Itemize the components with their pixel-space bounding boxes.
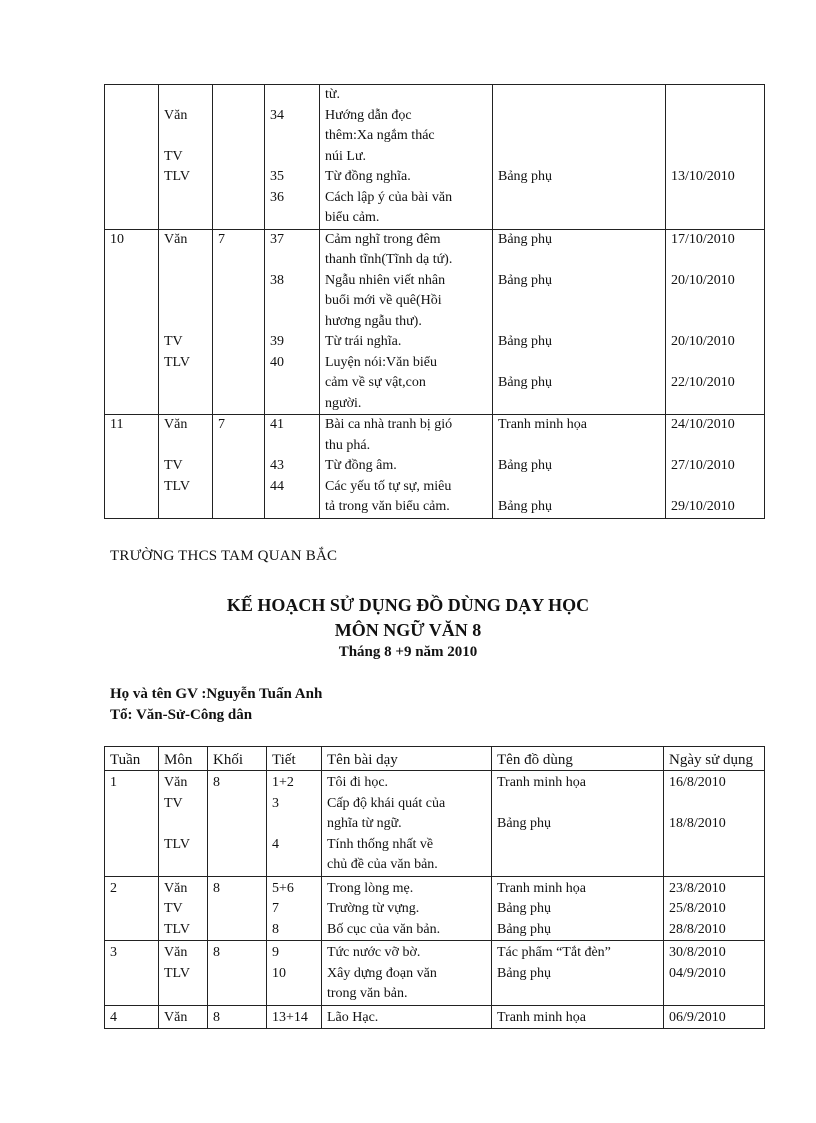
lesson-cell xyxy=(320,415,493,519)
cell-line xyxy=(164,984,207,1005)
lesson-cell xyxy=(320,85,493,230)
header-period: Tiết xyxy=(267,747,322,771)
cell-line: TLV xyxy=(164,836,190,852)
cell-line: Văn xyxy=(164,1009,188,1025)
cell-line: 3 xyxy=(110,945,117,960)
cell-line: Văn xyxy=(164,107,188,123)
cell-line: 25/8/2010 xyxy=(669,901,726,916)
cell-line: người. xyxy=(325,395,362,411)
cell-line: Bố cục của văn bản. xyxy=(327,921,441,937)
period-cell xyxy=(265,415,320,519)
cell-line xyxy=(164,291,212,312)
cell-line: 5+6 xyxy=(272,880,294,896)
lesson-cell xyxy=(322,771,492,877)
cell-line: Tranh minh họa xyxy=(497,1009,586,1025)
period-cell xyxy=(267,876,322,941)
cell-line xyxy=(164,814,207,835)
cell-line xyxy=(164,497,212,518)
week-cell xyxy=(105,229,159,415)
cell-line xyxy=(270,85,319,106)
cell-line xyxy=(671,188,764,209)
cell-line: hương ngẫu thư). xyxy=(325,313,422,329)
date-cell xyxy=(664,771,765,877)
subject-cell xyxy=(159,229,213,415)
cell-line: 43 xyxy=(270,458,284,473)
period-cell xyxy=(265,85,320,230)
cell-line xyxy=(272,814,321,835)
cell-line: 18/8/2010 xyxy=(669,816,726,831)
cell-line: 40 xyxy=(270,354,284,370)
cell-line xyxy=(498,85,665,106)
week-cell xyxy=(105,1005,159,1029)
cell-line: 7 xyxy=(218,231,225,247)
schedule-body xyxy=(105,85,765,519)
cell-line xyxy=(671,291,764,312)
cell-line: từ. xyxy=(325,87,340,102)
cell-line: Tức nước vỡ bờ. xyxy=(327,945,421,960)
schedule-table xyxy=(104,746,765,1029)
table-row xyxy=(105,876,765,941)
cell-line: Văn xyxy=(164,231,188,247)
cell-line: 20/10/2010 xyxy=(671,272,735,288)
cell-line xyxy=(669,794,764,815)
cell-line xyxy=(164,394,212,415)
cell-line: 29/10/2010 xyxy=(671,499,735,514)
cell-line: Lão Hạc. xyxy=(327,1009,379,1025)
cell-line: 06/9/2010 xyxy=(669,1009,726,1025)
cell-line xyxy=(164,188,212,209)
cell-line: 16/8/2010 xyxy=(669,775,726,790)
cell-line: Các yếu tố tự sự, miêu xyxy=(325,478,452,494)
cell-line: 8 xyxy=(213,775,220,790)
period-cell xyxy=(267,1005,322,1029)
cell-line: Ngẫu nhiên viết nhân xyxy=(325,272,446,288)
cell-line xyxy=(498,353,665,374)
cell-line: 1+2 xyxy=(272,775,294,790)
tool-cell xyxy=(492,771,664,877)
cell-line xyxy=(671,85,764,106)
cell-line: Bảng phụ xyxy=(498,375,553,390)
cell-line xyxy=(497,794,663,815)
cell-line: 8 xyxy=(272,921,279,937)
subject-cell xyxy=(159,941,208,1006)
cell-line: Từ đồng nghĩa. xyxy=(325,169,411,184)
subject-cell xyxy=(159,876,208,941)
cell-line: nghĩa từ ngữ. xyxy=(327,816,402,831)
header-week: Tuần xyxy=(105,747,159,771)
cell-line xyxy=(164,436,212,457)
week-cell xyxy=(105,85,159,230)
subject-cell xyxy=(159,1005,208,1029)
cell-line: thanh tĩnh(Tĩnh dạ tứ). xyxy=(325,252,453,267)
cell-line xyxy=(164,250,212,271)
date-cell xyxy=(666,229,765,415)
cell-line: tả trong văn biểu cảm. xyxy=(325,499,450,514)
cell-line xyxy=(164,855,207,876)
cell-line xyxy=(270,250,319,271)
cell-line: 2 xyxy=(110,880,117,896)
cell-line: 36 xyxy=(270,189,284,205)
date-cell xyxy=(664,941,765,1006)
cell-line xyxy=(272,855,321,876)
cell-line xyxy=(498,291,665,312)
cell-line: Xây dựng đoạn văn xyxy=(327,965,437,981)
cell-line: biểu cảm. xyxy=(325,210,380,225)
cell-line xyxy=(498,394,665,415)
cell-line xyxy=(164,373,212,394)
cell-line xyxy=(270,436,319,457)
date-cell xyxy=(666,85,765,230)
cell-line xyxy=(671,126,764,147)
cell-line: 8 xyxy=(213,945,220,960)
cell-line: 4 xyxy=(272,836,279,852)
cell-line xyxy=(671,147,764,168)
grade-cell xyxy=(208,941,267,1006)
header-row xyxy=(105,747,765,771)
table-row xyxy=(105,941,765,1006)
cell-line: 8 xyxy=(213,1009,220,1025)
cell-line xyxy=(671,394,764,415)
grade-cell xyxy=(208,1005,267,1029)
tool-cell xyxy=(492,1005,664,1029)
grade-cell xyxy=(213,415,265,519)
date-cell xyxy=(664,876,765,941)
tool-cell xyxy=(492,941,664,1006)
header-tool: Tên đồ dùng xyxy=(492,747,664,771)
cell-line: TV xyxy=(164,795,183,811)
cell-line: Tranh minh họa xyxy=(498,417,587,432)
cell-line: Văn xyxy=(164,945,188,960)
tool-cell xyxy=(493,85,666,230)
cell-line xyxy=(671,436,764,457)
cell-line: 37 xyxy=(270,231,284,247)
header-subject: Môn xyxy=(159,747,208,771)
department-group: Tổ: Văn-Sử-Công dân xyxy=(110,707,253,723)
cell-line: núi Lư. xyxy=(325,148,367,164)
cell-line: Bảng phụ xyxy=(498,334,553,349)
cell-line xyxy=(164,85,212,106)
cell-line: 11 xyxy=(110,417,124,432)
date-cell xyxy=(664,1005,765,1029)
cell-line xyxy=(270,208,319,229)
cell-line xyxy=(498,147,665,168)
cell-line: Tôi đi học. xyxy=(327,775,389,790)
cell-line: 10 xyxy=(272,965,286,981)
cell-line xyxy=(671,208,764,229)
lesson-cell xyxy=(322,876,492,941)
cell-line xyxy=(270,147,319,168)
cell-line: chủ đề của văn bản. xyxy=(327,857,438,872)
lesson-cell xyxy=(322,1005,492,1029)
cell-line: Hướng dẫn đọc xyxy=(325,107,412,123)
plan-title: KẾ HOẠCH SỬ DỤNG ĐỒ DÙNG DẠY HỌC xyxy=(226,595,590,615)
cell-line xyxy=(270,126,319,147)
grade-cell xyxy=(208,771,267,877)
cell-line: 10 xyxy=(110,231,124,247)
header-grade: Khối xyxy=(208,747,267,771)
cell-line xyxy=(498,208,665,229)
cell-line: Trường từ vựng. xyxy=(327,901,420,916)
cell-line xyxy=(270,291,319,312)
cell-line: Từ đồng âm. xyxy=(325,458,397,473)
cell-line xyxy=(164,126,212,147)
cell-line: 3 xyxy=(272,795,279,811)
subject-cell xyxy=(159,85,213,230)
cell-line: Bảng phụ xyxy=(497,816,552,831)
cell-line: 1 xyxy=(110,775,117,790)
cell-line: TLV xyxy=(164,169,190,184)
cell-line: Trong lòng mẹ. xyxy=(327,880,414,896)
period-cell xyxy=(265,229,320,415)
table-row xyxy=(105,1005,765,1029)
cell-line: Bảng phụ xyxy=(498,169,553,184)
cell-line xyxy=(669,835,764,856)
cell-line: Bảng phụ xyxy=(497,901,552,916)
lesson-cell xyxy=(322,941,492,1006)
period-cell xyxy=(267,771,322,877)
cell-line: Cách lập ý của bài văn xyxy=(325,189,453,205)
cell-line: TLV xyxy=(164,921,190,937)
cell-line: 04/9/2010 xyxy=(669,965,726,981)
tool-cell xyxy=(492,876,664,941)
cell-line: 38 xyxy=(270,272,284,288)
week-cell xyxy=(105,415,159,519)
cell-line: Từ trái nghĩa. xyxy=(325,334,402,349)
cell-line: TV xyxy=(164,901,183,916)
grade-cell xyxy=(213,229,265,415)
cell-line: 13/10/2010 xyxy=(671,169,735,184)
tool-cell xyxy=(493,415,666,519)
cell-line: Văn xyxy=(164,880,188,896)
table-row xyxy=(105,229,765,415)
cell-line xyxy=(671,312,764,333)
school-name: TRƯỜNG THCS TAM QUAN BẮC xyxy=(110,548,338,564)
cell-line: 35 xyxy=(270,169,284,184)
cell-line xyxy=(497,855,663,876)
cell-line: 7 xyxy=(272,901,279,916)
cell-line: trong văn bản. xyxy=(327,986,408,1001)
cell-line: 8 xyxy=(213,880,220,896)
cell-line: 34 xyxy=(270,107,284,123)
cell-line: 39 xyxy=(270,334,284,349)
cell-line: 4 xyxy=(110,1009,117,1025)
header-date: Ngày sử dụng xyxy=(664,747,765,771)
cell-line: 41 xyxy=(270,417,284,432)
week-cell xyxy=(105,771,159,877)
cell-line: 28/8/2010 xyxy=(669,921,726,937)
cell-line: Cảm nghĩ trong đêm xyxy=(325,231,441,247)
period-title: Tháng 8 +9 năm 2010 xyxy=(338,644,478,660)
cell-line xyxy=(270,373,319,394)
cell-line: buổi mới về quê(Hồi xyxy=(325,293,442,308)
cell-line: TLV xyxy=(164,965,190,981)
cell-line xyxy=(497,984,663,1005)
cell-line: Tranh minh họa xyxy=(497,880,586,896)
cell-line xyxy=(164,271,212,292)
cell-line: Bảng phụ xyxy=(498,458,553,473)
cell-line: Tranh minh họa xyxy=(497,775,586,790)
cell-line: 23/8/2010 xyxy=(669,880,726,896)
cell-line: 17/10/2010 xyxy=(671,231,735,247)
cell-line: 27/10/2010 xyxy=(671,458,735,473)
cell-line xyxy=(498,250,665,271)
subject-cell xyxy=(159,771,208,877)
cell-line: thu phá. xyxy=(325,437,371,453)
cell-line: 22/10/2010 xyxy=(671,375,735,390)
cell-line xyxy=(164,312,212,333)
cell-line: Bảng phụ xyxy=(498,272,553,288)
cell-line: Bài ca nhà tranh bị gió xyxy=(325,417,453,432)
cell-line xyxy=(498,106,665,127)
cell-line xyxy=(110,85,158,106)
cell-line: TLV xyxy=(164,478,190,494)
cell-line: 30/8/2010 xyxy=(669,945,726,960)
cell-line: TV xyxy=(164,334,183,349)
grade-cell xyxy=(213,85,265,230)
subject-title: MÔN NGỮ VĂN 8 xyxy=(334,620,482,640)
cell-line xyxy=(669,984,764,1005)
header-lesson: Tên bài dạy xyxy=(322,747,492,771)
cell-line xyxy=(498,188,665,209)
cell-line xyxy=(671,106,764,127)
cell-line xyxy=(498,436,665,457)
lesson-cell xyxy=(320,229,493,415)
cell-line xyxy=(498,312,665,333)
cell-line: Cấp độ khái quát của xyxy=(327,795,446,811)
date-cell xyxy=(666,415,765,519)
cell-line: 13+14 xyxy=(272,1009,308,1025)
cell-line: Văn xyxy=(164,775,188,790)
cell-line xyxy=(218,85,264,106)
cell-line xyxy=(671,353,764,374)
cell-line xyxy=(669,855,764,876)
cell-line: TLV xyxy=(164,354,190,370)
cell-line: Bảng phụ xyxy=(498,499,553,514)
cell-line: 24/10/2010 xyxy=(671,417,735,432)
cell-line: Tính thống nhất về xyxy=(327,836,434,852)
cell-line: 44 xyxy=(270,478,284,494)
cell-line: 20/10/2010 xyxy=(671,334,735,349)
cell-line xyxy=(671,250,764,271)
cell-line: 7 xyxy=(218,417,225,432)
cell-line xyxy=(671,477,764,498)
cell-line xyxy=(272,984,321,1005)
cell-line xyxy=(270,394,319,415)
cell-line: Luyện nói:Văn biểu xyxy=(325,354,437,370)
cell-line: TV xyxy=(164,148,183,164)
cell-line: Tác phẩm “Tắt đèn” xyxy=(497,945,611,960)
cell-line: Văn xyxy=(164,417,188,432)
cell-line: Bảng phụ xyxy=(497,965,552,981)
cell-line: thêm:Xa ngắm thác xyxy=(325,128,435,143)
cell-line: TV xyxy=(164,458,183,473)
tool-cell xyxy=(493,229,666,415)
cell-line xyxy=(270,312,319,333)
cell-line: Bảng phụ xyxy=(497,921,552,937)
grade-cell xyxy=(208,876,267,941)
table-row xyxy=(105,415,765,519)
cell-line xyxy=(498,477,665,498)
cell-line xyxy=(270,497,319,518)
week-cell xyxy=(105,941,159,1006)
cell-line: Bảng phụ xyxy=(498,231,553,247)
teacher-name: Họ và tên GV :Nguyễn Tuấn Anh xyxy=(110,686,323,702)
period-cell xyxy=(267,941,322,1006)
table-row xyxy=(105,771,765,877)
cell-line xyxy=(497,835,663,856)
cell-line: 9 xyxy=(272,945,279,960)
week-cell xyxy=(105,876,159,941)
subject-cell xyxy=(159,415,213,519)
schedule-body xyxy=(105,771,765,1029)
schedule-table-continued xyxy=(104,84,765,519)
cell-line: cảm về sự vật,con xyxy=(325,375,426,390)
cell-line xyxy=(498,126,665,147)
table-row xyxy=(105,85,765,230)
